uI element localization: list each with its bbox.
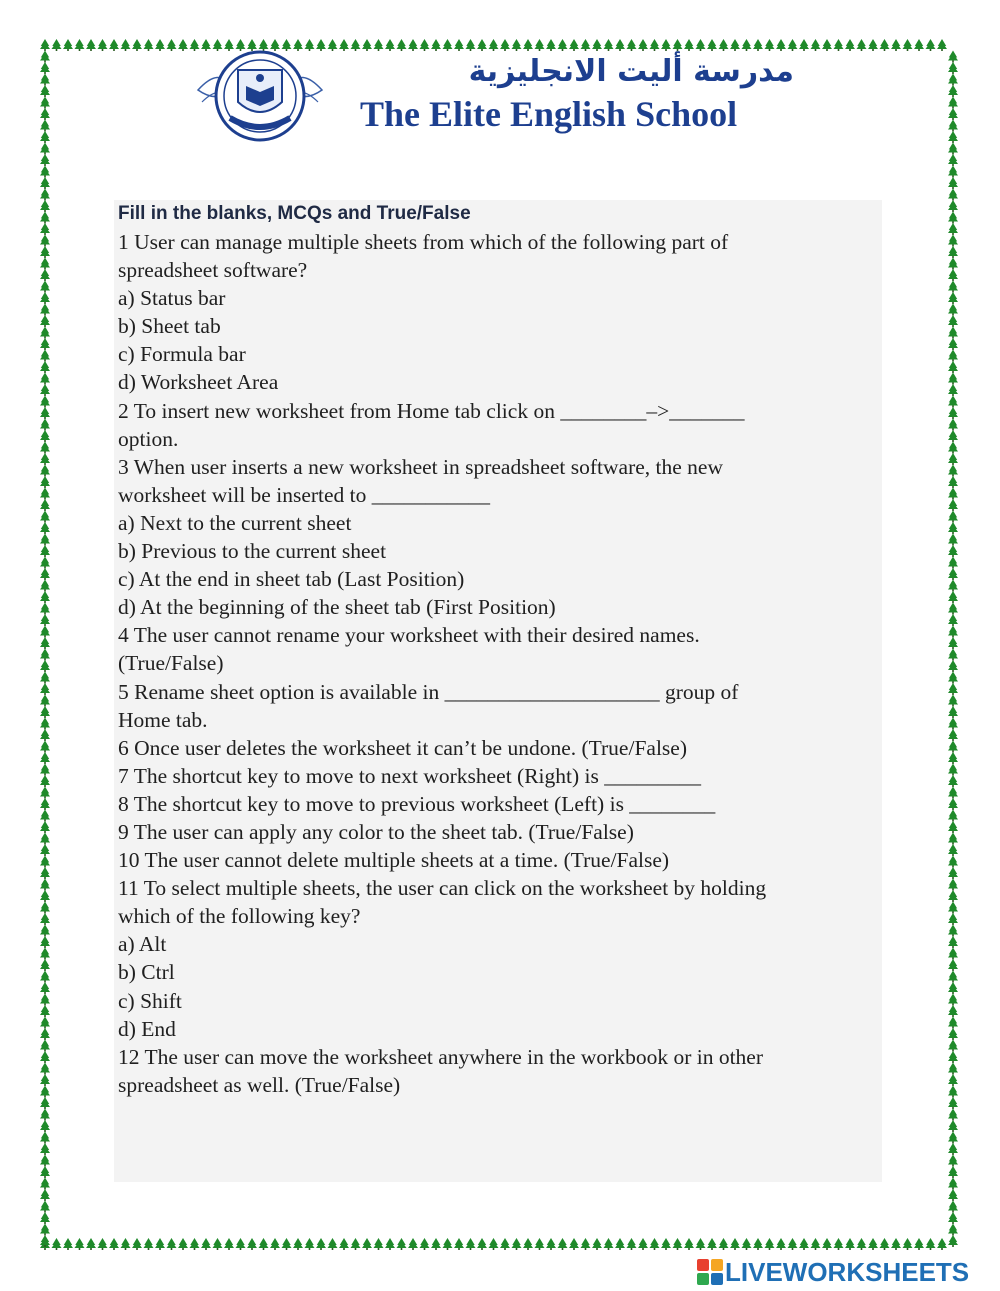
liveworksheets-icon [697, 1259, 723, 1285]
question-line: d) End [118, 1016, 176, 1041]
question-line: 12 The user can move the worksheet anywhere in the workbook or in other [118, 1044, 764, 1069]
question-line: d) Worksheet Area [118, 370, 279, 395]
question-line: c) Formula bar [118, 342, 246, 367]
school-name-english: The Elite English School [360, 94, 738, 134]
question-line: 9 The user can apply any color to the sheet tab. (True/False) [118, 819, 634, 844]
question-line: spreadsheet as well. (True/False) [118, 1072, 401, 1097]
question-line: worksheet will be inserted to ___________ [118, 482, 491, 507]
question-line: 6 Once user deletes the worksheet it can’t be undone. (True/False) [118, 735, 687, 760]
question-line: c) Shift [118, 988, 182, 1013]
liveworksheets-brand: LIVEWORKSHEETS [725, 1257, 970, 1287]
school-name-arabic: مدرسة أليت الانجليزية [468, 54, 794, 89]
question-line: 5 Rename sheet option is available in ____________________ group of [118, 679, 739, 704]
school-crest-logo [196, 48, 326, 148]
question-line: option. [118, 426, 179, 451]
question-line: 11 To select multiple sheets, the user can click on the worksheet by holding [118, 876, 767, 901]
question-line: 1 User can manage multiple sheets from which of the following part of [118, 230, 729, 254]
question-line: a) Status bar [118, 286, 226, 311]
question-list [118, 228, 878, 1099]
question-line: c) At the end in sheet tab (Last Position) [118, 567, 465, 592]
question-line: 7 The shortcut key to move to next worksheet (Right) is _________ [118, 763, 702, 788]
question-line: d) At the beginning of the sheet tab (First Position) [118, 595, 556, 620]
question-line: a) Next to the current sheet [118, 510, 352, 535]
question-line: b) Sheet tab [118, 314, 221, 339]
liveworksheets-logo[interactable] [697, 1257, 997, 1287]
question-line: 10 The user cannot delete multiple sheets at a time. (True/False) [118, 848, 670, 873]
question-line: 3 When user inserts a new worksheet in spreadsheet software, the new [118, 454, 723, 479]
question-line: b) Ctrl [118, 960, 175, 985]
school-header [196, 48, 806, 148]
question-line: which of the following key? [118, 904, 361, 929]
question-line: 4 The user cannot rename your worksheet with their desired names. [118, 623, 700, 648]
worksheet-heading: Fill in the blanks, MCQs and True/False [118, 203, 471, 224]
question-line: spreadsheet software? [118, 258, 308, 283]
question-line: a) Alt [118, 932, 167, 957]
question-line: 2 To insert new worksheet from Home tab click on ________–>_______ [118, 398, 745, 423]
worksheet-content [114, 200, 882, 1182]
question-line: b) Previous to the current sheet [118, 539, 387, 564]
question-line: (True/False) [118, 651, 224, 676]
question-line: Home tab. [118, 707, 208, 732]
question-line: 8 The shortcut key to move to previous worksheet (Left) is ________ [118, 791, 716, 816]
